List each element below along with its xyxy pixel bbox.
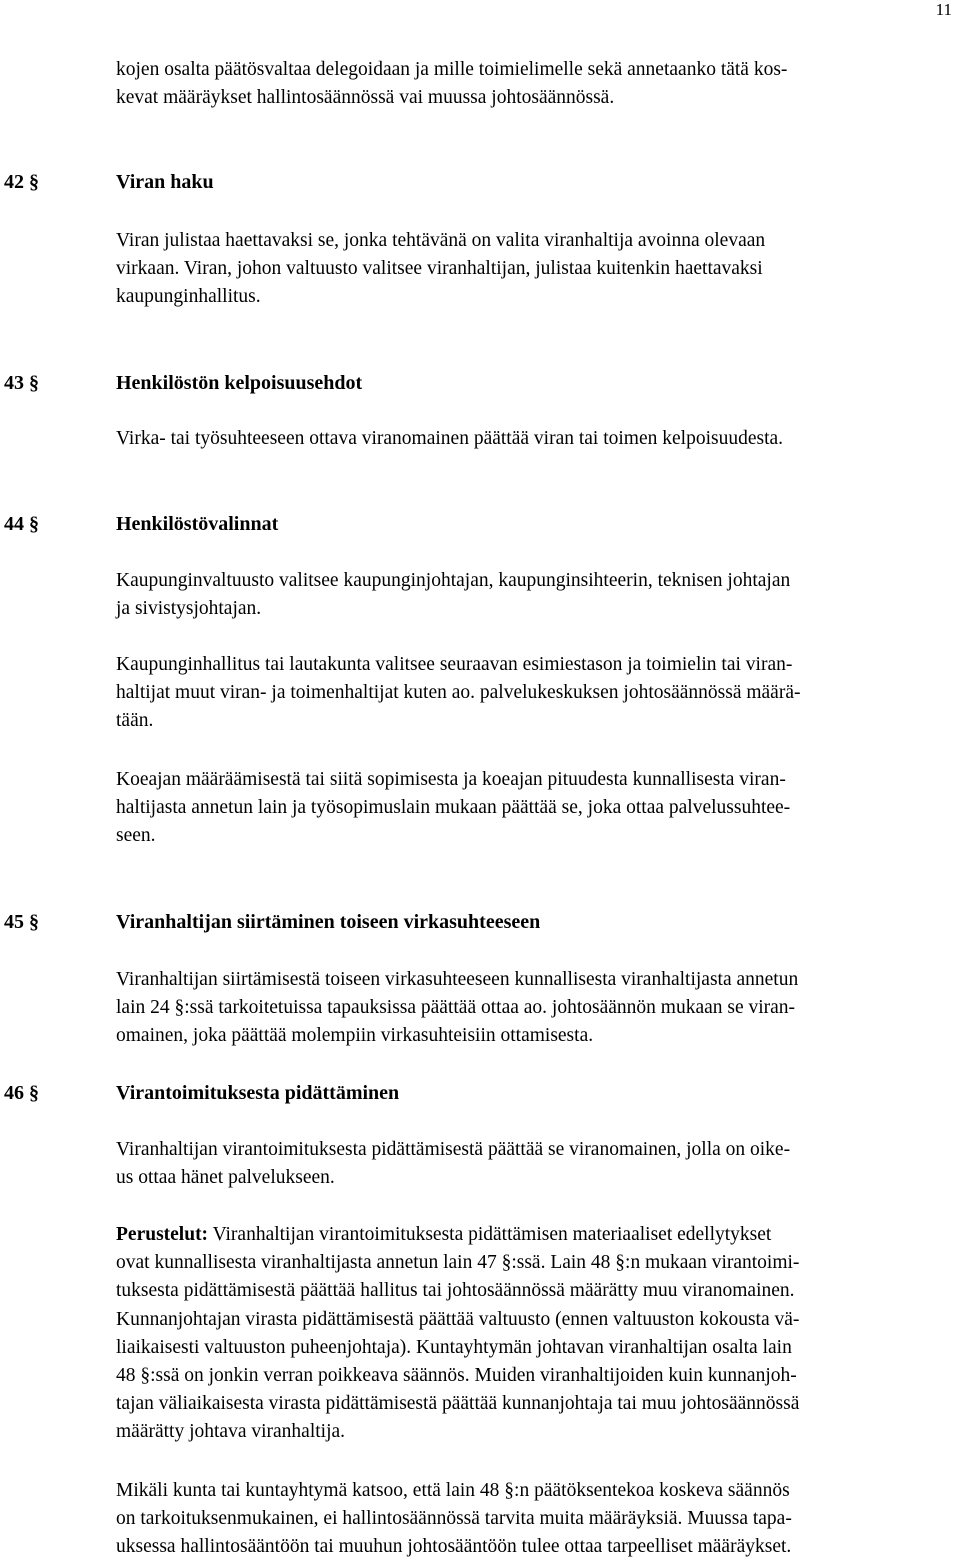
- section-title: Viran haku: [116, 171, 214, 193]
- section-title: Henkilöstön kelpoisuusehdot: [116, 372, 363, 394]
- text-line: on tarkoituksenmukainen, ei hallintosäännössä tarvita muita määräyksiä. Muussa tapa-: [116, 1508, 792, 1530]
- text-line: liaikaisesti valtuuston puheenjohtaja). Kuntayhtymän johtavan viranhaltijan osalta lain: [116, 1336, 792, 1358]
- text-line: Viranhaltijan virantoimituksesta pidättämisestä päättää se viranomainen, jolla on oike-: [116, 1139, 791, 1160]
- text-line: ovat kunnallisesta viranhaltijasta annetun lain 47 §:ssä. Lain 48 §:n mukaan virantoimi-: [116, 1252, 800, 1274]
- text-line: omainen, joka päättää molempiin virkasuhteisiin ottamisesta.: [116, 1025, 594, 1047]
- text-line: Mikäli kunta tai kuntayhtymä katsoo, että lain 48 §:n päätöksentekoa koskeva säännös: [116, 1480, 790, 1501]
- text-line: haltijasta annetun lain ja työsopimuslain mukaan päättää se, joka ottaa palvelussuhtee-: [116, 797, 791, 819]
- section-43-paragraph: [116, 425, 948, 453]
- text-line: määrätty johtava viranhaltija.: [116, 1421, 346, 1443]
- text-line: Kaupunginhallitus tai lautakunta valitsee seuraavan esimiestason ja toimielin tai viran-: [116, 654, 793, 675]
- section-number: 46 §: [4, 1082, 39, 1104]
- section-title: Henkilöstövalinnat: [116, 513, 279, 535]
- text-line: seen.: [116, 825, 156, 847]
- section-44-paragraph-3: [116, 766, 948, 851]
- section-46-paragraph-1: [116, 1136, 948, 1192]
- text-line: lain 24 §:ssä tarkoitetuissa tapauksissa päättää ottaa ao. johtosäännön mukaan se viran-: [116, 997, 796, 1019]
- section-number: 42 §: [4, 171, 39, 193]
- section-46-paragraph-perustelut: [116, 1221, 948, 1447]
- section-44-paragraph-1: [116, 567, 948, 623]
- intro-paragraph: [116, 56, 948, 112]
- text-line: Viranhaltijan siirtämisestä toiseen virkasuhteeseen kunnallisesta viranhaltijasta annetun: [116, 969, 799, 990]
- section-number: 43 §: [4, 372, 39, 394]
- section-number: 44 §: [4, 513, 39, 535]
- section-title: Virantoimituksesta pidättäminen: [116, 1082, 400, 1104]
- section-title: Viranhaltijan siirtäminen toiseen virkasuhteeseen: [116, 911, 541, 933]
- section-44-paragraph-2: [116, 651, 948, 736]
- text-line: tään.: [116, 710, 154, 732]
- text-line: Kunnanjohtajan virasta pidättämisestä päättää valtuusto (ennen valtuuston kokousta vä-: [116, 1308, 800, 1330]
- section-42-paragraph: [116, 227, 948, 312]
- text-line: kojen osalta päätösvaltaa delegoidaan ja mille toimielimelle sekä annetaanko tätä kos-: [116, 59, 788, 80]
- text-fragment: Viranhaltijan virantoimituksesta pidättämisen materiaaliset edellytykset: [208, 1224, 772, 1245]
- text-line: 48 §:ssä on jonkin verran poikkeava säännös. Muiden viranhaltijoiden kuin kunnanjoh-: [116, 1365, 797, 1387]
- text-line: us ottaa hänet palvelukseen.: [116, 1167, 335, 1189]
- text-line: [116, 1221, 948, 1249]
- text-line: tajan väliaikaisesta virasta pidättämisestä päättää kunnanjohtaja tai muu johtosäännössä: [116, 1393, 800, 1415]
- section-45-paragraph: [116, 966, 948, 1051]
- text-line: Virka- tai työsuhteeseen ottava viranomainen päättää viran tai toimen kelpoisuudesta.: [116, 428, 784, 449]
- text-line: haltijat muut viran- ja toimenhaltijat kuten ao. palvelukeskuksen johtosäännössä määrä-: [116, 682, 801, 704]
- page-number: 11: [935, 0, 952, 19]
- text-line: ja sivistysjohtajan.: [116, 598, 262, 620]
- text-line: uksessa hallintosääntöön tai muuhun johtosääntöön tulee ottaa tarpeelliset määräykset.: [116, 1536, 792, 1558]
- text-line: virkaan. Viran, johon valtuusto valitsee viranhaltijan, julistaa kuitenkin haettavaksi: [116, 258, 763, 280]
- text-line: Kaupunginvaltuusto valitsee kaupunginjohtajan, kaupunginsihteerin, teknisen johtajan: [116, 570, 791, 591]
- text-line: kevat määräykset hallintosäännössä vai muussa johtosäännössä.: [116, 87, 615, 109]
- perustelut-label: Perustelut:: [116, 1224, 209, 1245]
- section-46-paragraph-3: [116, 1477, 948, 1562]
- section-number: 45 §: [4, 911, 39, 933]
- text-line: kaupunginhallitus.: [116, 286, 261, 308]
- text-line: Koeajan määräämisestä tai siitä sopimisesta ja koeajan pituudesta kunnallisesta viran-: [116, 769, 786, 790]
- text-line: tuksesta pidättämisestä päättää hallitus tai johtosäännössä määrätty muu viranomainen.: [116, 1280, 795, 1302]
- text-line: Viran julistaa haettavaksi se, jonka tehtävänä on valita viranhaltija avoinna olevaan: [116, 230, 766, 251]
